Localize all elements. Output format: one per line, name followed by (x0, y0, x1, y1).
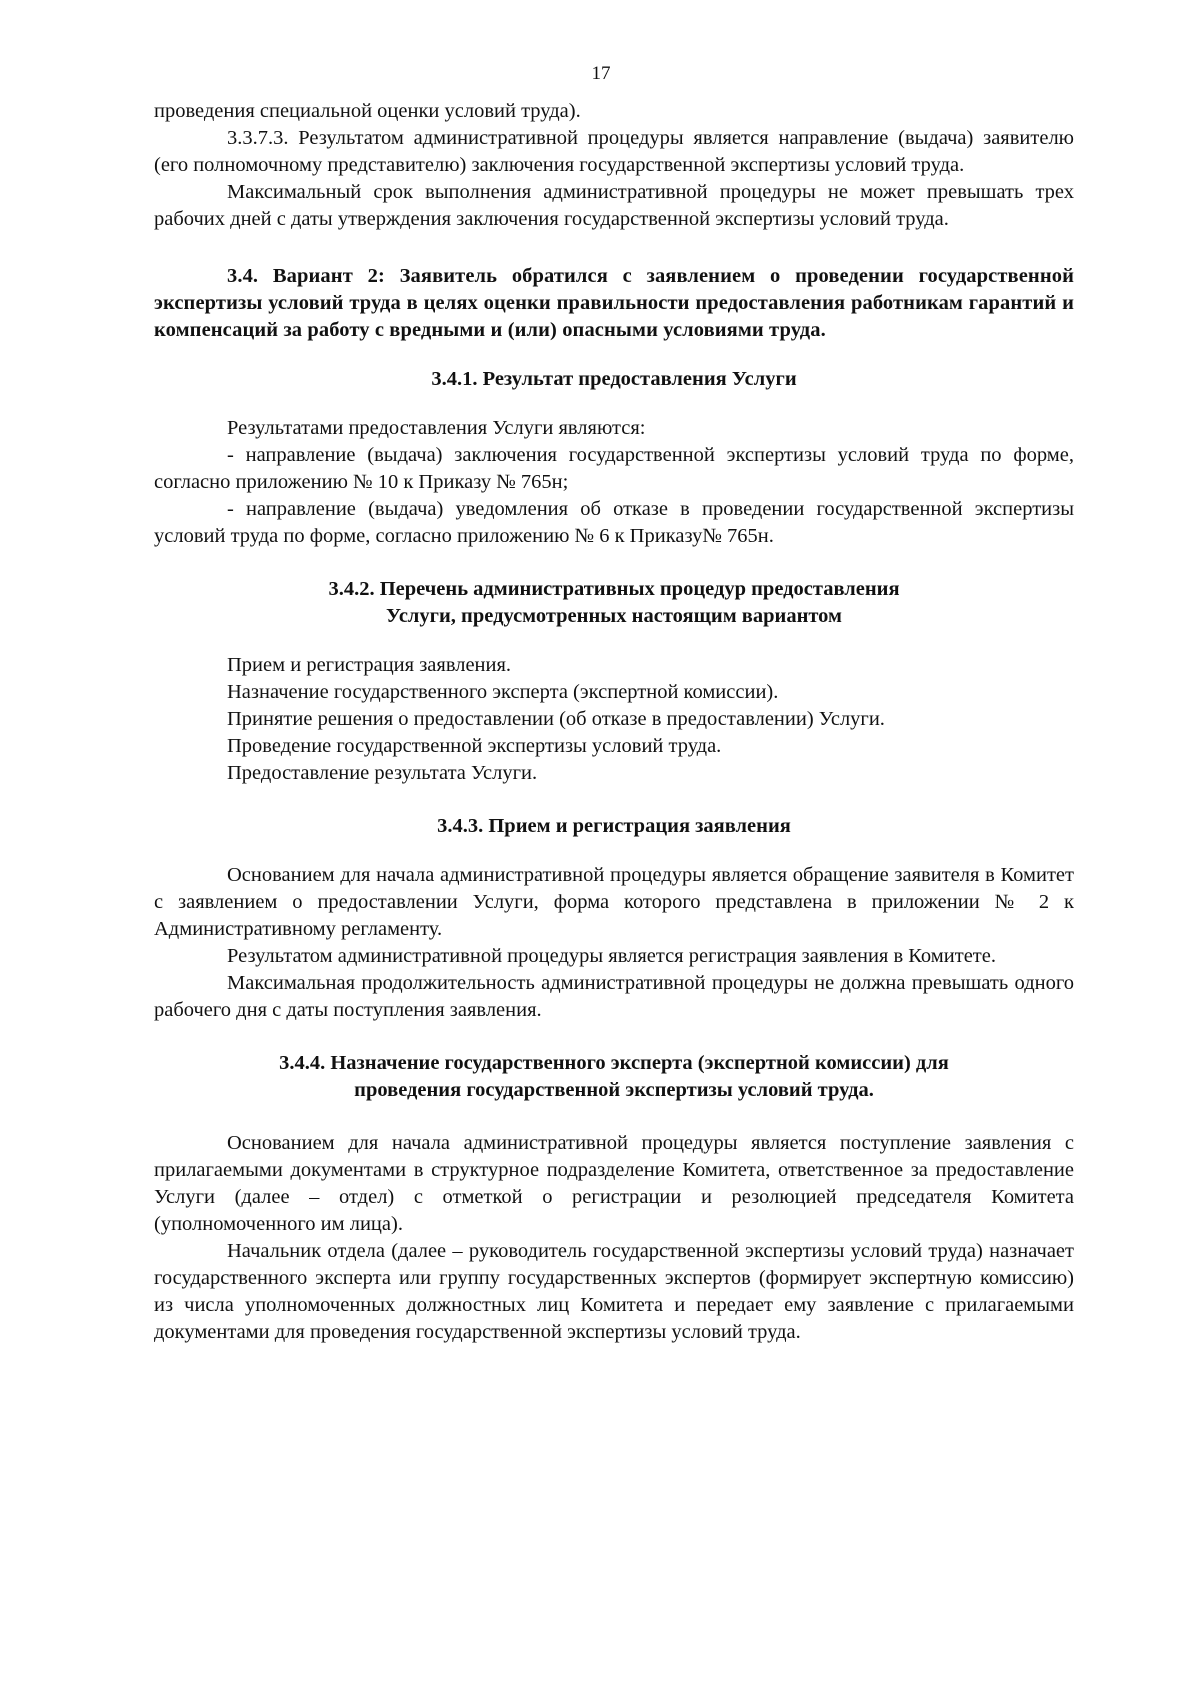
page-number: 17 (591, 63, 611, 84)
paragraph-3-4-3-result: Результатом административной процедуры является регистрация заявления в Комитете. (227, 945, 996, 967)
heading-3-4-4-line1: 3.4.4. Назначение государственного эксперта (экспертной комиссии) для (279, 1052, 949, 1074)
paragraph-3-4-3-duration: Максимальная продолжительность административной процедуры не должна превышать одного рабочего дня с даты поступления заявления. (154, 972, 1074, 1021)
paragraph-result-2: - направление (выдача) уведомления об отказе в проведении государственной экспертизы условий труда по форме, согласно приложению № 6 к Приказу№ 765н. (154, 498, 1074, 547)
paragraph-intro-tail: проведения специальной оценки условий труда). (154, 100, 581, 122)
heading-3-4-2-line1: 3.4.2. Перечень административных процедур предоставления (328, 578, 900, 600)
list-item: Назначение государственного эксперта (экспертной комиссии). (227, 681, 779, 703)
paragraph-3-3-7-3: 3.3.7.3. Результатом административной процедуры является направление (выдача) заявителю (его полномочному представителю) заключения государственной экспертизы условий труда. (154, 127, 1074, 176)
list-item: Прием и регистрация заявления. (227, 654, 512, 676)
paragraph-3-4-3-basis: Основанием для начала административной процедуры является обращение заявителя в Комитет с заявлением о предоставлении Услуги, форма которого представлена в приложении № 2 к Административному регламенту. (154, 864, 1074, 940)
paragraph-results-intro: Результатами предоставления Услуги являются: (227, 417, 646, 439)
heading-3-4-2-line2: Услуги, предусмотренных настоящим вариантом (385, 605, 842, 627)
paragraph-3-4-4-head: Начальник отдела (далее – руководитель государственной экспертизы условий труда) назначает государственного эксперта или группу государственных экспертов (формирует экспертную комиссию) из числа уполномоченных должностных лиц Комитета и передает ему заявление с прилагаемыми документами для проведения государственной экспертизы условий труда. (154, 1240, 1074, 1343)
paragraph-3-4-4-basis: Основанием для начала административной процедуры является поступление заявления с прилагаемыми документами в структурное подразделение Комитета, ответственное за предоставление Услуги (далее – отдел) с отметкой о регистрации и резолюцией председателя Комитета (уполномоченного им лица). (154, 1132, 1074, 1235)
list-item: Предоставление результата Услуги. (227, 762, 538, 784)
paragraph-max-term: Максимальный срок выполнения административной процедуры не может превышать трех рабочих дней с даты утверждения заключения государственной экспертизы условий труда. (154, 181, 1074, 230)
heading-3-4: 3.4. Вариант 2: Заявитель обратился с заявлением о проведении государственной экспертизы условий труда в целях оценки правильности предоставления работникам гарантий и компенсаций за работу с вредными и (или) опасными условиями труда. (154, 265, 1074, 341)
paragraph-result-1: - направление (выдача) заключения государственной экспертизы условий труда по форме, согласно приложению № 10 к Приказу № 765н; (154, 444, 1074, 493)
heading-3-4-3: 3.4.3. Прием и регистрация заявления (437, 815, 791, 837)
heading-3-4-4-line2: проведения государственной экспертизы условий труда. (354, 1079, 874, 1101)
heading-3-4-1: 3.4.1. Результат предоставления Услуги (431, 368, 797, 390)
list-item: Принятие решения о предоставлении (об отказе в предоставлении) Услуги. (227, 708, 885, 730)
list-item: Проведение государственной экспертизы условий труда. (227, 735, 722, 757)
heading-3-4-4 (154, 1050, 1074, 1104)
document-page (154, 62, 1074, 1346)
heading-3-4-2 (154, 576, 1074, 630)
procedures-list (154, 652, 1074, 787)
